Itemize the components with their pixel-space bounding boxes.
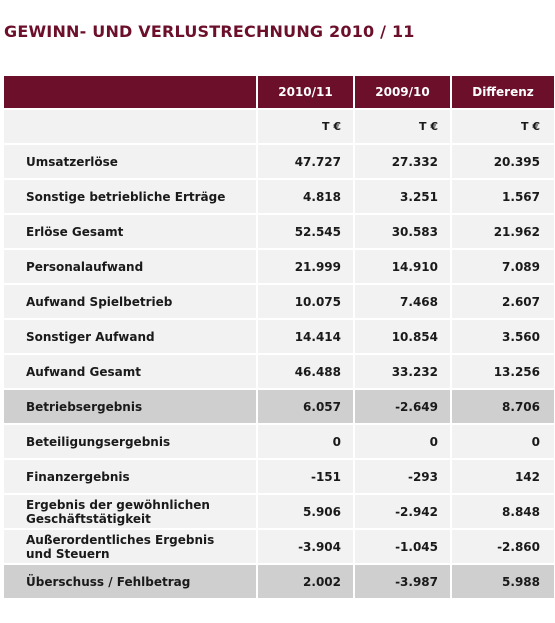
value-2009-10: 10.854: [355, 320, 450, 353]
row-label: [4, 495, 256, 528]
value-differenz: 2.607: [452, 285, 554, 318]
row-label-line1: Ergebnis der gewöhnlichen: [26, 497, 210, 512]
value-2010-11: -151: [258, 460, 353, 493]
table-row-highlight: [4, 565, 554, 598]
row-label-line1: Außerordentliches Ergebnis: [26, 532, 215, 547]
value-differenz: 7.089: [452, 250, 554, 283]
table-row: [4, 355, 554, 388]
value-2010-11: 14.414: [258, 320, 353, 353]
value-differenz: 21.962: [452, 215, 554, 248]
value-2010-11: 5.906: [258, 495, 353, 528]
page-title: GEWINN- UND VERLUSTRECHNUNG 2010 / 11: [4, 22, 415, 41]
value-differenz: 13.256: [452, 355, 554, 388]
table-row: [4, 250, 554, 283]
value-differenz: 8.706: [452, 390, 554, 423]
row-label: Erlöse Gesamt: [4, 215, 256, 248]
value-2009-10: 7.468: [355, 285, 450, 318]
unit-cell: T €: [258, 110, 353, 143]
header-cell-2010-11: 2010/11: [258, 76, 353, 108]
value-differenz: 3.560: [452, 320, 554, 353]
row-label-line2: Geschäftstätigkeit: [26, 511, 151, 526]
value-2009-10: 14.910: [355, 250, 450, 283]
value-differenz: 8.848: [452, 495, 554, 528]
value-2010-11: 10.075: [258, 285, 353, 318]
value-2009-10: -293: [355, 460, 450, 493]
row-label: Finanzergebnis: [4, 460, 256, 493]
value-2009-10: -1.045: [355, 530, 450, 563]
value-2009-10: -2.649: [355, 390, 450, 423]
unit-cell: T €: [452, 110, 554, 143]
value-2010-11: 0: [258, 425, 353, 458]
row-label: [4, 530, 256, 563]
value-2010-11: 4.818: [258, 180, 353, 213]
row-label: Aufwand Gesamt: [4, 355, 256, 388]
value-2010-11: 52.545: [258, 215, 353, 248]
table-row: [4, 320, 554, 353]
table-row: [4, 215, 554, 248]
value-differenz: 1.567: [452, 180, 554, 213]
value-2009-10: 30.583: [355, 215, 450, 248]
value-2010-11: 47.727: [258, 145, 353, 178]
table-row: [4, 495, 554, 528]
table-row: [4, 425, 554, 458]
unit-cell: T €: [355, 110, 450, 143]
income-statement-table: [4, 76, 554, 600]
header-cell-2009-10: 2009/10: [355, 76, 450, 108]
value-differenz: -2.860: [452, 530, 554, 563]
row-label: Beteiligungsergebnis: [4, 425, 256, 458]
table-row-highlight: [4, 390, 554, 423]
row-label: Betriebsergebnis: [4, 390, 256, 423]
row-label: Sonstige betriebliche Erträge: [4, 180, 256, 213]
value-differenz: 20.395: [452, 145, 554, 178]
header-cell-label: [4, 76, 256, 108]
value-2009-10: 27.332: [355, 145, 450, 178]
value-differenz: 142: [452, 460, 554, 493]
row-label: Personalaufwand: [4, 250, 256, 283]
value-differenz: 5.988: [452, 565, 554, 598]
value-2010-11: 2.002: [258, 565, 353, 598]
row-label: Überschuss / Fehlbetrag: [4, 565, 256, 598]
table-row: [4, 180, 554, 213]
value-2010-11: 46.488: [258, 355, 353, 388]
value-2010-11: 6.057: [258, 390, 353, 423]
row-label: Umsatzerlöse: [4, 145, 256, 178]
table-row: [4, 530, 554, 563]
value-2009-10: -2.942: [355, 495, 450, 528]
header-cell-differenz: Differenz: [452, 76, 554, 108]
value-2010-11: -3.904: [258, 530, 353, 563]
value-2009-10: 33.232: [355, 355, 450, 388]
row-label: Sonstiger Aufwand: [4, 320, 256, 353]
value-2010-11: 21.999: [258, 250, 353, 283]
unit-row: [4, 110, 554, 143]
row-label-line2: und Steuern: [26, 546, 110, 561]
table-row: [4, 145, 554, 178]
value-2009-10: 3.251: [355, 180, 450, 213]
value-differenz: 0: [452, 425, 554, 458]
table-header-row: [4, 76, 554, 108]
table-row: [4, 285, 554, 318]
value-2009-10: 0: [355, 425, 450, 458]
table-row: [4, 460, 554, 493]
row-label: Aufwand Spielbetrieb: [4, 285, 256, 318]
value-2009-10: -3.987: [355, 565, 450, 598]
unit-cell-label: [4, 110, 256, 143]
